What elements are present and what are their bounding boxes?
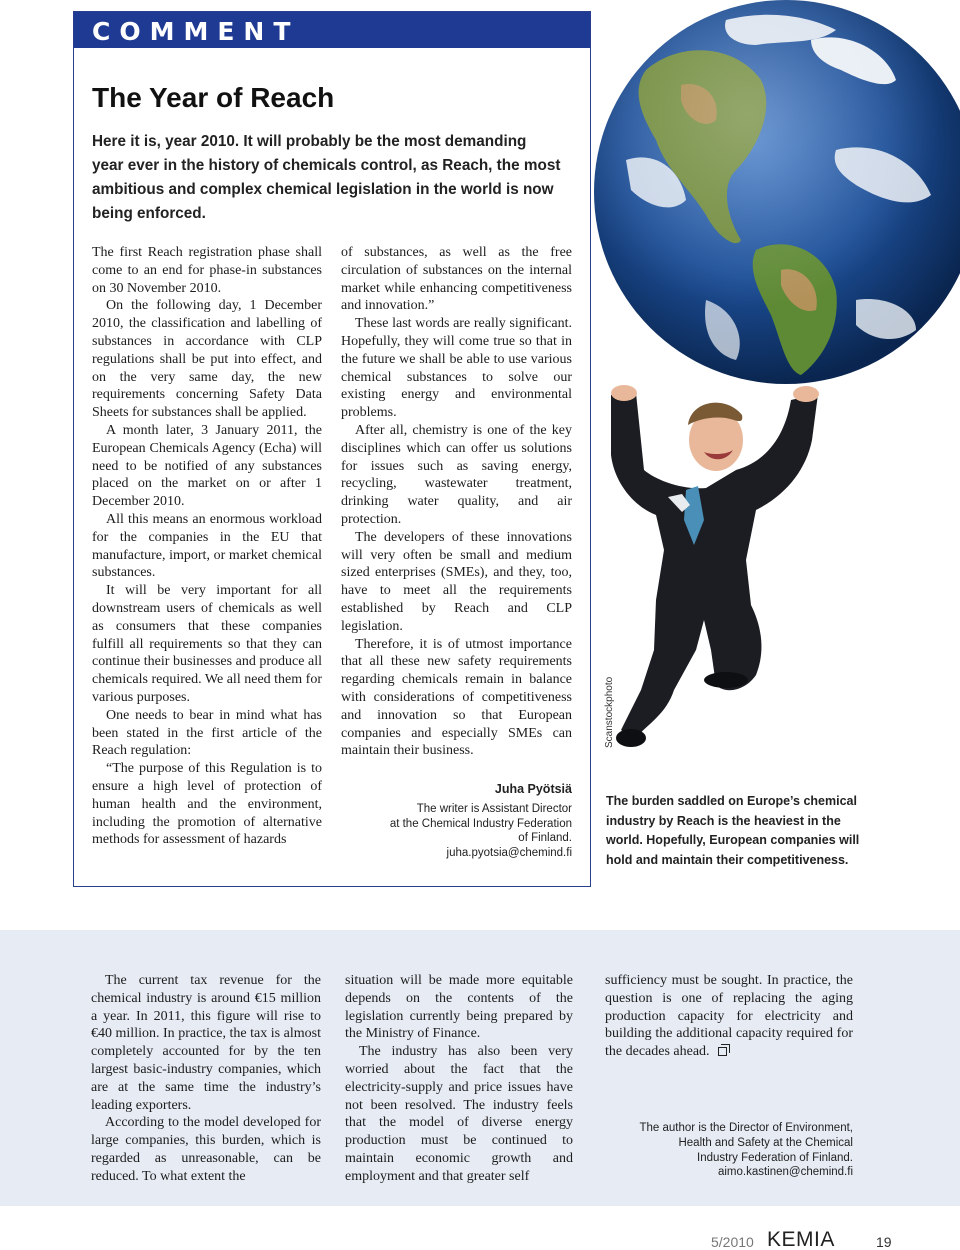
- paragraph: situation will be made more equitable depends on the contents of the legislation currently being prepared by the Ministry of Finance.: [345, 973, 573, 1042]
- paragraph: According to the model developed for large companies, this burden, which is regarded as unreasonable, can be reduced. To what extent the: [91, 1115, 321, 1184]
- footer-issue: 5/2010: [711, 1234, 754, 1250]
- paragraph: The current tax revenue for the chemical industry is around €15 million a year. In 2011, this figure will rise to €40 million. In practice, the tax is almost completely accounted for by the ten largest basic-industry companies, which are at the same time the industry’s leading exporters.: [91, 973, 321, 1113]
- paragraph: All this means an enormous workload for the companies in the EU that manufacture, import, or market chemical substances.: [92, 511, 322, 581]
- paragraph: A month later, 3 January 2011, the European Chemicals Agency (Echa) will need to be notified of any substances placed on the market on or after 1 December 2010.: [92, 422, 322, 510]
- article-title: The Year of Reach: [92, 82, 335, 113]
- author-title-line: of Finland.: [518, 832, 572, 844]
- comment-box: [73, 11, 591, 887]
- paragraph: It will be very important for all downstream users of chemicals as well as consumers that these companies fulfill all requirements so that they can continue their businesses and produce all chemicals required. We all need them for various purposes.: [92, 583, 322, 705]
- paragraph: These last words are really significant. Hopefully, they will come true so that in the future we shall be able to use various chemical substances to solve our existing energy and environmental problems.: [341, 316, 572, 421]
- section-banner: COMMENT: [74, 12, 590, 48]
- lower-column-2: [345, 972, 573, 1186]
- author-title-line: The writer is Assistant Director: [416, 803, 572, 815]
- article-lead: Here it is, year 2010. It will probably be the most demanding year ever in the history of chemicals control, as Reach, the most ambitious and complex chemical legislation in the world is now being enforced.: [92, 133, 561, 222]
- author-title-line: at the Chemical Industry Federation: [389, 817, 572, 830]
- paragraph: “The purpose of this Regulation is to ensure a high level of protection of human health and the environment, including the promotion of alternative methods for assessment of hazards: [92, 761, 322, 848]
- paragraph: The first Reach registration phase shall come to an end for phase-in substances on 30 November 2010.: [92, 245, 322, 296]
- footer-magazine-name: KEMIA: [767, 1228, 835, 1250]
- author-note-line: Health and Safety at the Chemical: [678, 1136, 853, 1149]
- author-email: juha.pyotsia@chemind.fi: [446, 846, 572, 859]
- article-column-2: [341, 244, 572, 760]
- footer-page-number: 19: [876, 1234, 892, 1250]
- globe: [594, 0, 960, 384]
- author-name: Juha Pyötsiä: [494, 782, 572, 796]
- globe-man-illustration: [586, 0, 960, 790]
- lower-author-note: [605, 1121, 853, 1180]
- image-caption: The burden saddled on Europe’s chemical industry by Reach is the heaviest in the world. Hopefully, European companies will hold and maintain their competitiveness.: [606, 794, 860, 867]
- businessman: [611, 385, 819, 747]
- paragraph: Therefore, it is of utmost importance that all these new safety requirements regarding chemicals remain in balance with considerations of competitiveness and innovation so that European companies and especially SMEs can maintain their business.: [341, 636, 572, 759]
- paragraph: [605, 972, 853, 1061]
- author-note-line: The author is the Director of Environment,: [639, 1122, 853, 1134]
- photo-credit: Scanstockphoto: [604, 676, 615, 748]
- author-note-email: aimo.kastinen@chemind.fi: [717, 1166, 853, 1179]
- lower-column-3: [605, 972, 853, 1061]
- article-column-1: [92, 244, 322, 849]
- paragraph: One needs to bear in mind what has been stated in the first article of the Reach regulation:: [92, 707, 322, 759]
- end-of-article-icon: [718, 1047, 727, 1056]
- paragraph: The developers of these innovations will very often be small and medium sized enterprises (SMEs), and they, too, have to meet all the requirements established by Reach and CLP legislation.: [341, 529, 572, 634]
- paragraph: On the following day, 1 December 2010, the classification and labelling of substances in accordance with CLP regulations shall be put into effect, and on the very same day, the new requirements concerning Safety Data Sheets for substances shall be applied.: [92, 298, 322, 421]
- paragraph: After all, chemistry is one of the key disciplines which can offer us solutions for issues such as saving energy, recycling, wastewater treatment, drinking water quality, and air protection.: [341, 422, 572, 527]
- author-signature: [341, 782, 572, 860]
- paragraph: The industry has also been very worried about the fact that the electricity-supply and price issues have not been resolved. The industry feels that the model of diverse energy production must be continued to maintain economic growth and employment and that greater self: [345, 1044, 573, 1184]
- lower-column-1: [91, 972, 321, 1186]
- paragraph: of substances, as well as the free circulation of substances on the internal market while enhancing competitiveness and innovation.”: [341, 245, 572, 314]
- paragraph-text: sufficiency must be sought. In practice, the question is one of replacing the aging production capacity for electricity and building the additional capacity required for the decades ahead.: [605, 973, 853, 1060]
- author-note-line: Industry Federation of Finland.: [697, 1151, 853, 1164]
